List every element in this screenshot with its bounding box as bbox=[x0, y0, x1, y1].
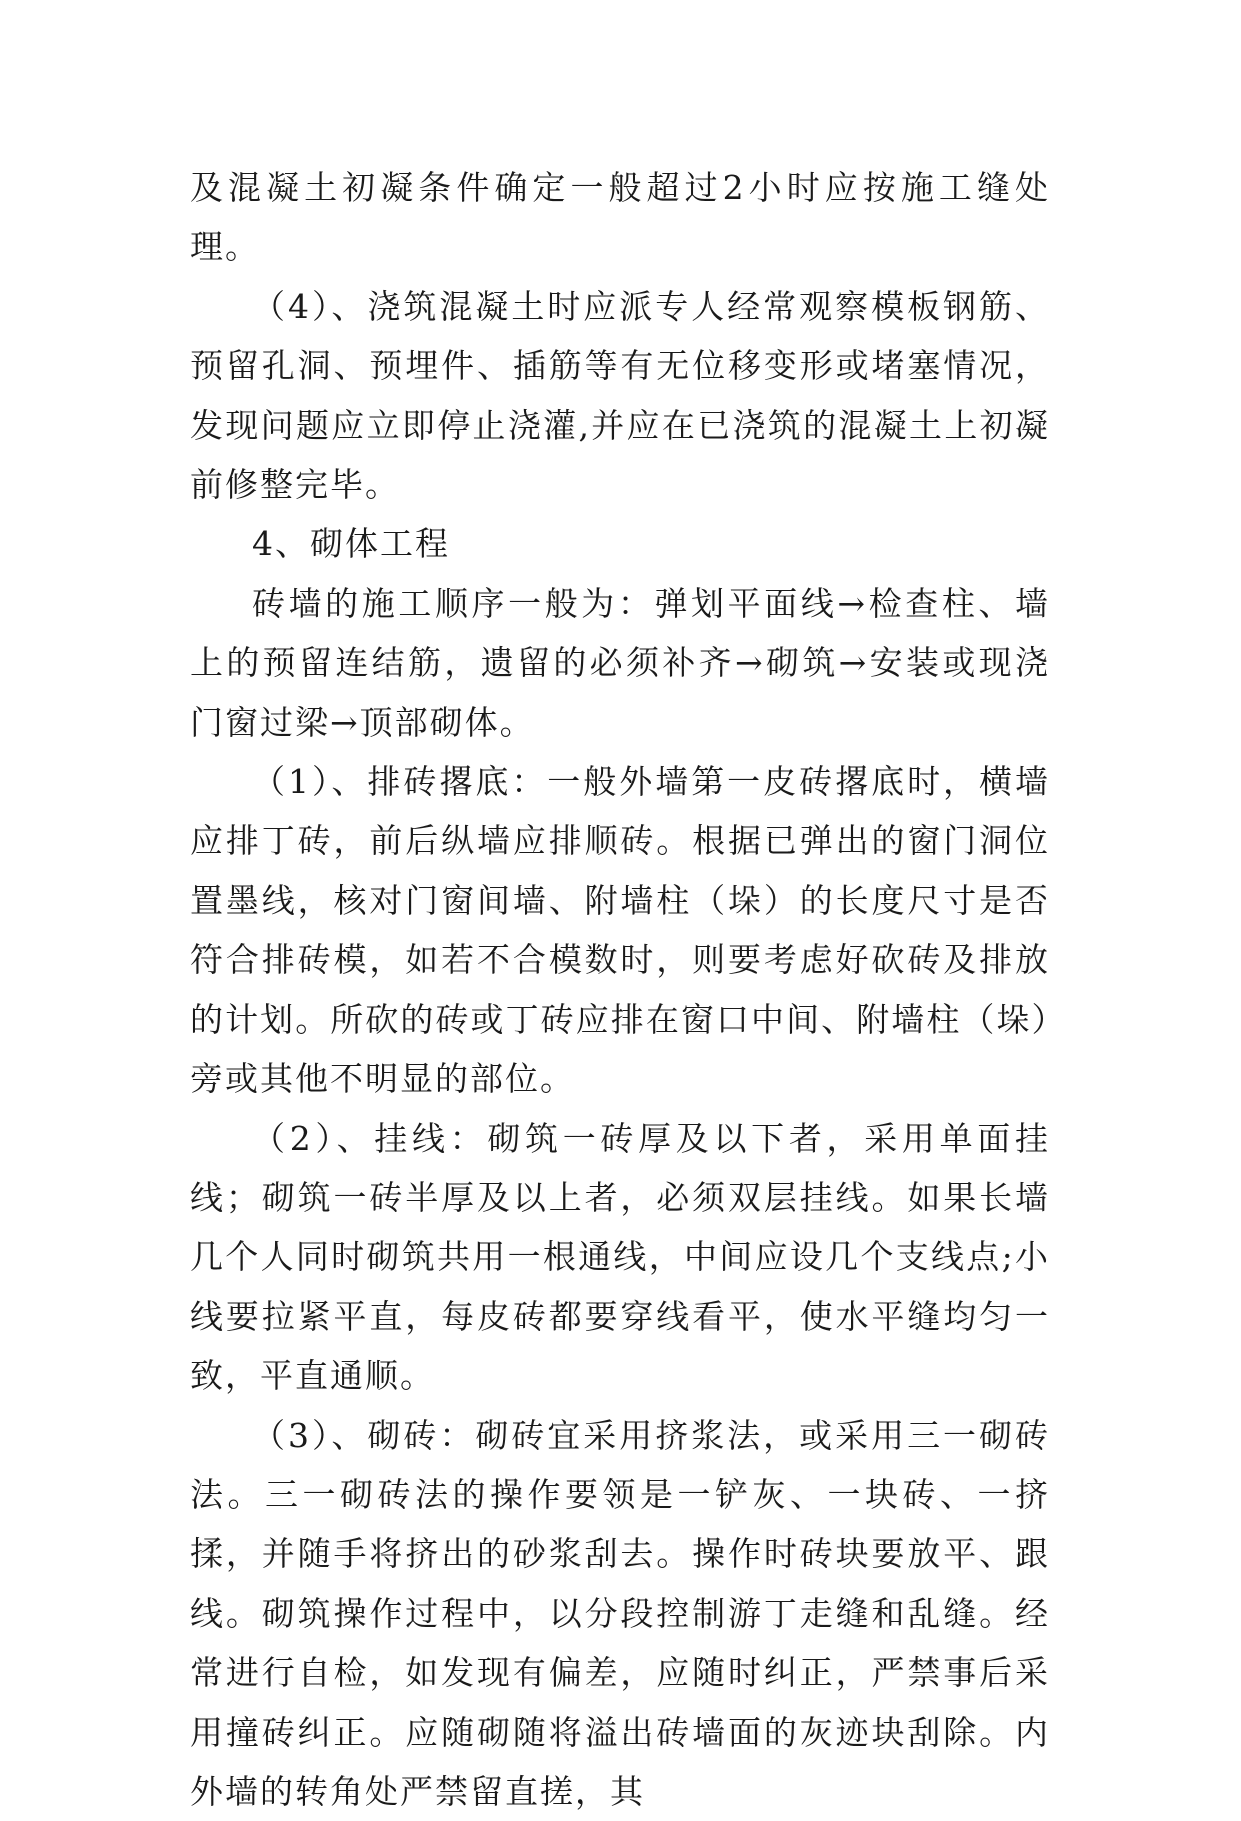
paragraph-item-2: （2）、挂线：砌筑一砖厚及以下者，采用单面挂线；砌筑一砖半厚及以上者，必须双层挂线。如果长墙几个人同时砌筑共用一根通线，中间应设几个支线点;小线要拉紧平直，每皮砖都要穿线看平，使水平缝均匀一致，平直通顺。 bbox=[190, 1118, 1050, 1396]
paragraph-item-3: （3）、砌砖：砌砖宜采用挤浆法，或采用三一砌砖法。三一砌砖法的操作要领是一铲灰、一块砖、一挤揉，并随手将挤出的砂浆刮去。操作时砖块要放平、跟线。砌筑操作过程中，以分段控制游丁走缝和乱缝。经常进行自检，如发现有偏差，应随时纠正，严禁事后采用撞砖纠正。应随砌随将溢出砖墙面的灰迹块刮除。内外墙的转角处严禁留直搓，其 bbox=[190, 1415, 1050, 1811]
section-heading-masonry: 4、砌体工程 bbox=[252, 524, 450, 564]
paragraph-continuation: 及混凝土初凝条件确定一般超过2小时应按施工缝处理。 bbox=[190, 168, 1050, 267]
paragraph-sequence: 砖墙的施工顺序一般为：弹划平面线→检查柱、墙上的预留连结筋，遗留的必须补齐→砌筑→安装或现浇门窗过梁→顶部砌体。 bbox=[190, 583, 1050, 742]
body-text bbox=[190, 158, 1050, 1821]
paragraph-item-4: （4）、浇筑混凝土时应派专人经常观察模板钢筋、预留孔洞、预埋件、插筋等有无位移变形或堵塞情况，发现问题应立即停止浇灌,并应在已浇筑的混凝土上初凝前修整完毕。 bbox=[190, 286, 1050, 505]
paragraph-item-1: （1）、排砖撂底：一般外墙第一皮砖撂底时，横墙应排丁砖，前后纵墙应排顺砖。根据已弹出的窗门洞位置墨线，核对门窗间墙、附墙柱（垛）的长度尺寸是否符合排砖模，如若不合模数时，则要考虑好砍砖及排放的计划。所砍的砖或丁砖应排在窗口中间、附墙柱（垛）旁或其他不明显的部位。 bbox=[190, 762, 1050, 1099]
